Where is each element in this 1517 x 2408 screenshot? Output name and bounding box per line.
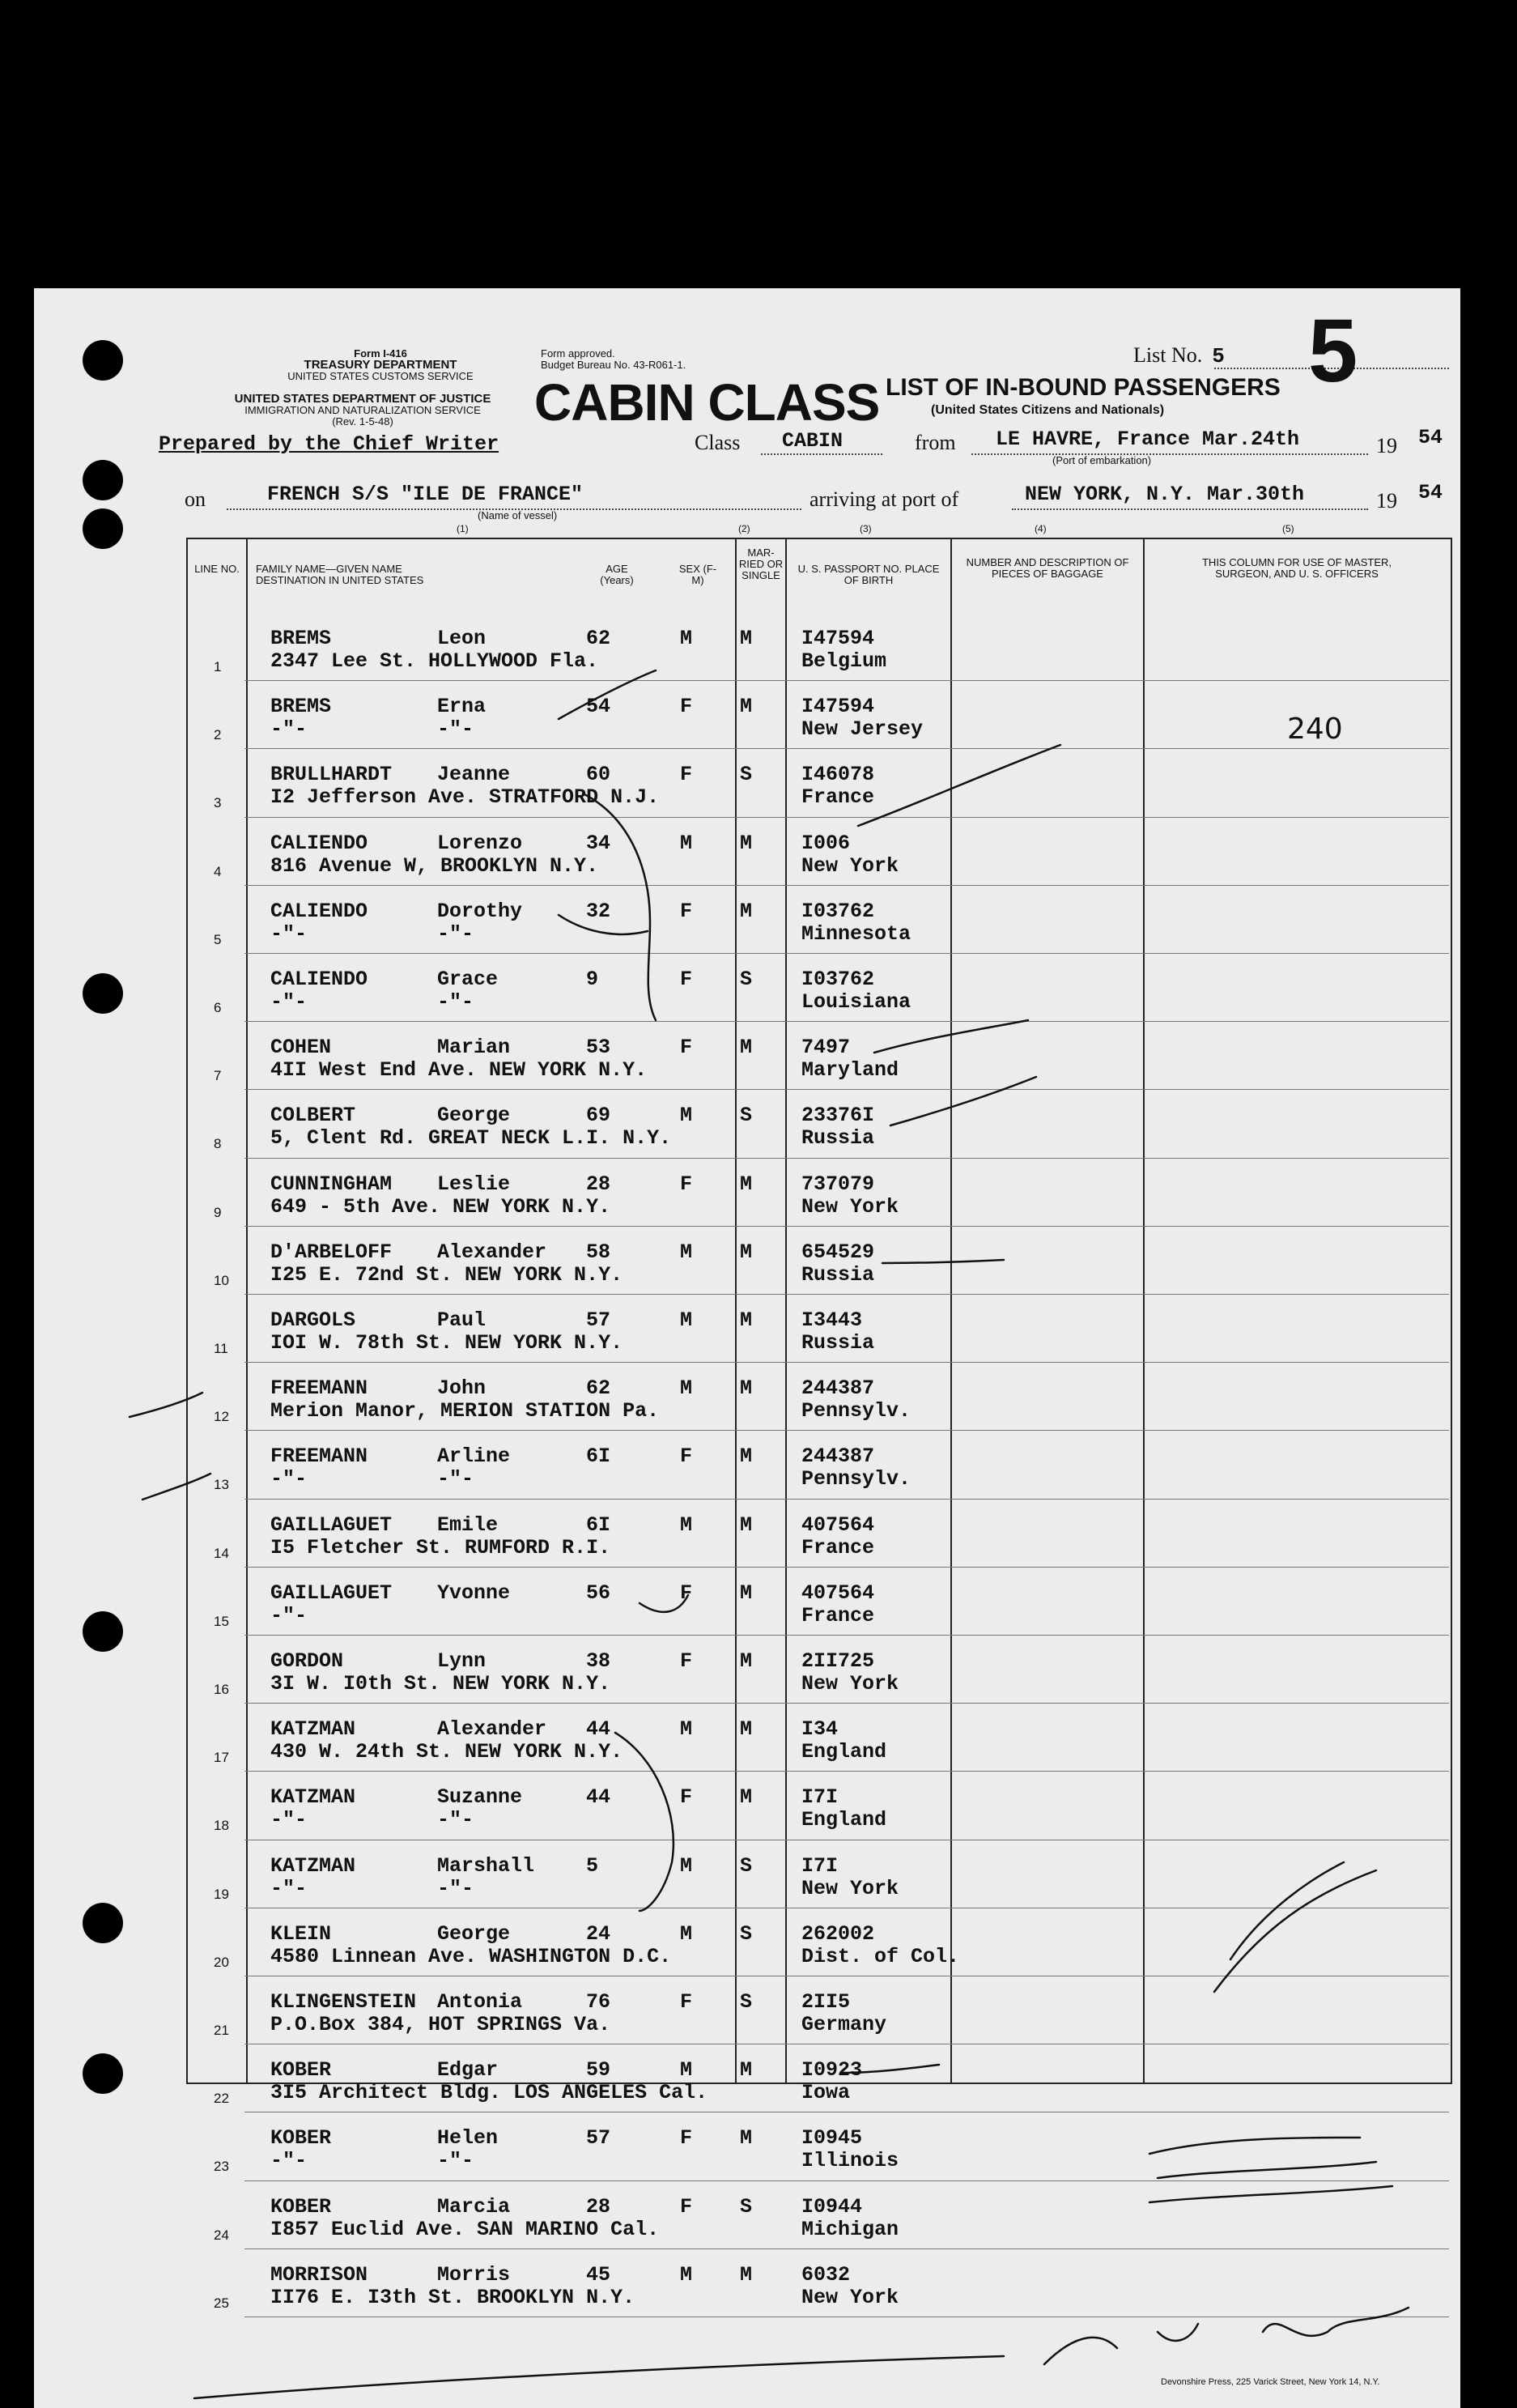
place-of-birth: Illinois xyxy=(801,2149,899,2173)
line-number: 8 xyxy=(214,1136,222,1152)
given-name: Lorenzo xyxy=(437,831,523,855)
age: 57 xyxy=(586,1308,611,1332)
age: 28 xyxy=(586,1172,611,1196)
marital-status: M xyxy=(740,899,753,923)
place-of-birth: New York xyxy=(801,1194,899,1219)
marital-status: M xyxy=(740,831,753,855)
sex: F xyxy=(680,968,693,991)
sex: F xyxy=(680,899,693,923)
destination-address: -"- xyxy=(270,717,308,742)
line-number: 15 xyxy=(214,1613,229,1629)
line-number: 12 xyxy=(214,1409,229,1425)
line-number: 17 xyxy=(214,1750,229,1766)
destination-address: -"- xyxy=(270,1603,308,1627)
age: 76 xyxy=(586,1990,611,2014)
place-of-birth: England xyxy=(801,1808,887,1832)
family-name: CALIENDO xyxy=(270,831,368,855)
destination-address: -"- xyxy=(270,921,308,946)
passport-number: 23376I xyxy=(801,1104,875,1128)
sex: F xyxy=(680,2194,693,2219)
sex: M xyxy=(680,1308,693,1332)
family-name: CUNNINGHAM xyxy=(270,1172,393,1196)
cabin-class-title: CABIN CLASS xyxy=(534,373,880,432)
given-name: Edgar xyxy=(437,2058,499,2083)
destination-address: 4II West End Ave. NEW YORK N.Y. xyxy=(270,1058,648,1083)
on-label: on xyxy=(185,487,206,511)
place-of-birth: France xyxy=(801,785,875,810)
embarkation-note: (Port of embarkation) xyxy=(1052,454,1152,466)
col-baggage: NUMBER AND DESCRIPTION OF PIECES OF BAGGAGE xyxy=(966,556,1129,580)
form-number: Form I-416 xyxy=(354,347,407,359)
age: 53 xyxy=(586,1036,611,1060)
marital-status: M xyxy=(740,1376,753,1401)
destination-ditto: -"- xyxy=(437,1808,474,1832)
destination-address: 649 - 5th Ave. NEW YORK N.Y. xyxy=(270,1194,611,1219)
destination-address: -"- xyxy=(270,2149,308,2173)
family-name: COLBERT xyxy=(270,1104,356,1128)
line-number: 20 xyxy=(214,1954,229,1970)
sex: M xyxy=(680,1512,693,1537)
destination-address: Merion Manor, MERION STATION Pa. xyxy=(270,1399,660,1423)
treasury-dept: TREASURY DEPARTMENT xyxy=(304,358,457,372)
sex: M xyxy=(680,831,693,855)
family-name: COHEN xyxy=(270,1036,332,1060)
family-name: KATZMAN xyxy=(270,1717,356,1742)
passport-number: I03762 xyxy=(801,899,875,923)
place-of-birth: Iowa xyxy=(801,2081,851,2105)
col-passport: U. S. PASSPORT NO. PLACE OF BIRTH xyxy=(797,563,940,586)
given-name: Dorothy xyxy=(437,899,523,923)
family-name: DARGOLS xyxy=(270,1308,356,1332)
place-of-birth: Belgium xyxy=(801,649,887,673)
age: 38 xyxy=(586,1649,611,1673)
sex: F xyxy=(680,1172,693,1196)
marital-status: M xyxy=(740,1036,753,1060)
year-prefix: 19 xyxy=(1376,489,1397,513)
sex: M xyxy=(680,2262,693,2287)
destination-address: I2 Jefferson Ave. STRATFORD N.J. xyxy=(270,785,660,810)
marital-status: S xyxy=(740,2194,753,2219)
marital-status: S xyxy=(740,1990,753,2014)
marital-status: M xyxy=(740,1444,753,1469)
marital-status: M xyxy=(740,2262,753,2287)
age: 44 xyxy=(586,1785,611,1810)
given-name: Leon xyxy=(437,627,487,650)
passport-number: I006 xyxy=(801,831,851,855)
passport-number: I47594 xyxy=(801,627,875,650)
given-name: Marshall xyxy=(437,1853,535,1878)
justice-dept: UNITED STATES DEPARTMENT OF JUSTICE xyxy=(234,392,491,406)
marital-status: S xyxy=(740,763,753,787)
age: 6I xyxy=(586,1512,611,1537)
printer-imprint: Devonshire Press, 225 Varick Street, New York 14, N.Y. xyxy=(1161,2377,1380,2387)
destination-address: I25 E. 72nd St. NEW YORK N.Y. xyxy=(270,1262,623,1287)
customs-service: UNITED STATES CUSTOMS SERVICE xyxy=(287,370,474,382)
year-value: 54 xyxy=(1418,426,1443,449)
sex: M xyxy=(680,1376,693,1401)
passport-number: I47594 xyxy=(801,695,875,719)
passport-number: 244387 xyxy=(801,1444,875,1469)
place-of-birth: New York xyxy=(801,1876,899,1900)
destination-address: -"- xyxy=(270,1467,308,1491)
given-name: Suzanne xyxy=(437,1785,523,1810)
marital-status: M xyxy=(740,1717,753,1742)
destination-ditto: -"- xyxy=(437,921,474,946)
destination-address: I5 Fletcher St. RUMFORD R.I. xyxy=(270,1535,611,1559)
marital-status: M xyxy=(740,627,753,650)
family-name: FREEMANN xyxy=(270,1376,368,1401)
marital-status: M xyxy=(740,2126,753,2151)
marital-status: S xyxy=(740,1853,753,1878)
list-subtitle: (United States Citizens and Nationals) xyxy=(931,403,1165,417)
destination-address: I857 Euclid Ave. SAN MARINO Cal. xyxy=(270,2217,660,2241)
family-name: BREMS xyxy=(270,695,332,719)
place-of-birth: Dist. of Col. xyxy=(801,1944,960,1968)
family-name: KOBER xyxy=(270,2126,332,2151)
given-name: Antonia xyxy=(437,1990,523,2014)
line-number: 6 xyxy=(214,1000,222,1015)
family-name: BREMS xyxy=(270,627,332,650)
age: 60 xyxy=(586,763,611,787)
vessel-note: (Name of vessel) xyxy=(478,509,558,521)
line-number: 21 xyxy=(214,2023,229,2038)
sex: M xyxy=(680,2058,693,2083)
destination-address: 3I W. I0th St. NEW YORK N.Y. xyxy=(270,1672,611,1695)
line-number: 24 xyxy=(214,2227,229,2243)
place-of-birth: New York xyxy=(801,853,899,878)
passport-number: 407564 xyxy=(801,1581,875,1605)
destination-address: -"- xyxy=(270,990,308,1014)
destination-address: IOI W. 78th St. NEW YORK N.Y. xyxy=(270,1331,623,1355)
family-name: CALIENDO xyxy=(270,968,368,991)
given-name: George xyxy=(437,1921,511,1946)
sex: F xyxy=(680,1785,693,1810)
family-name: KLINGENSTEIN xyxy=(270,1990,417,2014)
destination-address: II76 E. I3th St. BROOKLYN N.Y. xyxy=(270,2285,635,2309)
place-of-birth: Russia xyxy=(801,1262,875,1287)
passport-number: I03762 xyxy=(801,968,875,991)
passport-number: 6032 xyxy=(801,2262,851,2287)
sex: F xyxy=(680,1581,693,1605)
arriving-label: arriving at port of xyxy=(809,487,959,511)
place-of-birth: New York xyxy=(801,1672,899,1695)
family-name: KATZMAN xyxy=(270,1785,356,1810)
age: 32 xyxy=(586,899,611,923)
destination-address: 3I5 Architect Bldg. LOS ANGELES Cal. xyxy=(270,2081,708,2105)
family-name: GAILLAGUET xyxy=(270,1581,393,1605)
destination-address: 2347 Lee St. HOLLYWOOD Fla. xyxy=(270,649,599,673)
age: 56 xyxy=(586,1581,611,1605)
marital-status: M xyxy=(740,1649,753,1673)
arrival-port: NEW YORK, N.Y. Mar.30th xyxy=(1025,483,1305,506)
passport-number: 2II725 xyxy=(801,1649,875,1673)
year-prefix: 19 xyxy=(1376,434,1397,457)
line-number: 5 xyxy=(214,931,222,947)
line-number: 13 xyxy=(214,1477,229,1493)
family-name: D'ARBELOFF xyxy=(270,1240,393,1264)
age: 69 xyxy=(586,1104,611,1128)
sex: M xyxy=(680,1717,693,1742)
place-of-birth: England xyxy=(801,1740,887,1764)
age: 24 xyxy=(586,1921,611,1946)
place-of-birth: France xyxy=(801,1603,875,1627)
age: 58 xyxy=(586,1240,611,1264)
sex: F xyxy=(680,695,693,719)
passport-number: 737079 xyxy=(801,1172,875,1196)
place-of-birth: New York xyxy=(801,2285,899,2309)
place-of-birth: Louisiana xyxy=(801,990,911,1014)
given-name: Grace xyxy=(437,968,499,991)
marital-status: M xyxy=(740,1172,753,1196)
marital-status: M xyxy=(740,1308,753,1332)
col-name: FAMILY NAME—GIVEN NAME DESTINATION IN UNITED STATES xyxy=(256,563,424,586)
age: 62 xyxy=(586,627,611,650)
stamp-number: 240 xyxy=(1287,713,1343,746)
marital-status: S xyxy=(740,1104,753,1128)
age: 34 xyxy=(586,831,611,855)
family-name: BRULLHARDT xyxy=(270,763,393,787)
family-name: KOBER xyxy=(270,2058,332,2083)
given-name: Jeanne xyxy=(437,763,511,787)
passport-number: 7497 xyxy=(801,1036,851,1060)
line-number: 7 xyxy=(214,1068,222,1084)
sex: F xyxy=(680,1036,693,1060)
embarkation-port: LE HAVRE, France Mar.24th xyxy=(996,428,1300,451)
line-number: 25 xyxy=(214,2295,229,2311)
place-of-birth: Maryland xyxy=(801,1058,899,1083)
list-title: LIST OF IN-BOUND PASSENGERS xyxy=(886,374,1281,401)
age: 62 xyxy=(586,1376,611,1401)
line-number: 11 xyxy=(214,1341,228,1356)
line-number: 19 xyxy=(214,1886,229,1902)
sex: M xyxy=(680,1104,693,1128)
from-label: from xyxy=(915,431,956,454)
passport-number: I0944 xyxy=(801,2194,863,2219)
year-value: 54 xyxy=(1418,481,1443,504)
list-number: List No. 5 xyxy=(1133,343,1225,368)
ins-service: IMMIGRATION AND NATURALIZATION SERVICE xyxy=(244,404,481,416)
given-name: Arline xyxy=(437,1444,511,1469)
destination-address: 5, Clent Rd. GREAT NECK L.I. N.Y. xyxy=(270,1126,672,1151)
place-of-birth: Pennsylv. xyxy=(801,1399,911,1423)
given-name: Erna xyxy=(437,695,487,719)
sex: F xyxy=(680,2126,693,2151)
destination-ditto: -"- xyxy=(437,1876,474,1900)
given-name: George xyxy=(437,1104,511,1128)
given-name: Alexander xyxy=(437,1717,547,1742)
passport-number: I34 xyxy=(801,1717,839,1742)
family-name: KATZMAN xyxy=(270,1853,356,1878)
sex: F xyxy=(680,1990,693,2014)
destination-address: 4580 Linnean Ave. WASHINGTON D.C. xyxy=(270,1944,672,1968)
sex: F xyxy=(680,1649,693,1673)
age: 57 xyxy=(586,2126,611,2151)
destination-address: P.O.Box 384, HOT SPRINGS Va. xyxy=(270,2013,611,2036)
family-name: KOBER xyxy=(270,2194,332,2219)
family-name: GAILLAGUET xyxy=(270,1512,393,1537)
passport-number: I7I xyxy=(801,1853,839,1878)
line-number: 4 xyxy=(214,863,222,879)
marital-status: M xyxy=(740,1512,753,1537)
line-number: 2 xyxy=(214,727,222,743)
destination-ditto: -"- xyxy=(437,990,474,1014)
destination-address: -"- xyxy=(270,1808,308,1832)
passport-number: 654529 xyxy=(801,1240,875,1264)
passport-number: I7I xyxy=(801,1785,839,1810)
passport-number: I3443 xyxy=(801,1308,863,1332)
form-revision: (Rev. 1-5-48) xyxy=(332,415,393,428)
given-name: Marcia xyxy=(437,2194,511,2219)
family-name: MORRISON xyxy=(270,2262,368,2287)
sex: F xyxy=(680,1444,693,1469)
given-name: John xyxy=(437,1376,487,1401)
line-number: 1 xyxy=(214,659,222,674)
given-name: Alexander xyxy=(437,1240,547,1264)
prepared-by: Prepared by the Chief Writer xyxy=(159,432,499,456)
given-name: Morris xyxy=(437,2262,511,2287)
class-label: Class xyxy=(695,431,741,454)
col-married: MAR-RIED OR SINGLE xyxy=(738,547,784,581)
line-number: 9 xyxy=(214,1204,222,1220)
family-name: FREEMANN xyxy=(270,1444,368,1469)
place-of-birth: New Jersey xyxy=(801,717,924,742)
class-value: CABIN xyxy=(782,429,843,453)
destination-ditto: -"- xyxy=(437,717,474,742)
passport-number: I0945 xyxy=(801,2126,863,2151)
line-number: 3 xyxy=(214,795,222,811)
col-sex: SEX (F-M) xyxy=(678,563,717,586)
destination-ditto: -"- xyxy=(437,1467,474,1491)
family-name: GORDON xyxy=(270,1649,344,1673)
place-of-birth: Pennsylv. xyxy=(801,1467,911,1491)
destination-address: 816 Avenue W, BROOKLYN N.Y. xyxy=(270,853,599,878)
line-number: 10 xyxy=(214,1272,229,1288)
passport-number: 262002 xyxy=(801,1921,875,1946)
col-age: AGE (Years) xyxy=(600,563,634,586)
given-name: Leslie xyxy=(437,1172,511,1196)
given-name: Helen xyxy=(437,2126,499,2151)
place-of-birth: France xyxy=(801,1535,875,1559)
given-name: Lynn xyxy=(437,1649,487,1673)
place-of-birth: Russia xyxy=(801,1331,875,1355)
age: 45 xyxy=(586,2262,611,2287)
destination-address: -"- xyxy=(270,1876,308,1900)
age: 28 xyxy=(586,2194,611,2219)
given-name: Marian xyxy=(437,1036,511,1060)
marital-status: M xyxy=(740,695,753,719)
vessel-name: FRENCH S/S "ILE DE FRANCE" xyxy=(267,483,584,506)
sex: F xyxy=(680,763,693,787)
destination-ditto: -"- xyxy=(437,2149,474,2173)
family-name: CALIENDO xyxy=(270,899,368,923)
age: 5 xyxy=(586,1853,599,1878)
given-name: Yvonne xyxy=(437,1581,511,1605)
passport-number: 407564 xyxy=(801,1512,875,1537)
sex: M xyxy=(680,1921,693,1946)
form-approval: Form approved. Budget Bureau No. 43-R061-1. xyxy=(541,347,686,371)
col-line-no: LINE NO. xyxy=(194,563,240,575)
marital-status: M xyxy=(740,1581,753,1605)
place-of-birth: Michigan xyxy=(801,2217,899,2241)
place-of-birth: Russia xyxy=(801,1126,875,1151)
col-officers: THIS COLUMN FOR USE OF MASTER, SURGEON, AND U. S. OFFICERS xyxy=(1201,556,1392,580)
line-number: 14 xyxy=(214,1545,229,1561)
sex: M xyxy=(680,1240,693,1264)
marital-status: S xyxy=(740,1921,753,1946)
passport-number: 2II5 xyxy=(801,1990,851,2014)
marital-status: M xyxy=(740,1240,753,1264)
sex: M xyxy=(680,627,693,650)
age: 9 xyxy=(586,968,599,991)
age: 54 xyxy=(586,695,611,719)
line-number: 18 xyxy=(214,1818,229,1834)
marital-status: M xyxy=(740,2058,753,2083)
line-number: 22 xyxy=(214,2091,229,2107)
age: 6I xyxy=(586,1444,611,1469)
given-name: Paul xyxy=(437,1308,487,1332)
passport-number: I46078 xyxy=(801,763,875,787)
given-name: Emile xyxy=(437,1512,499,1537)
destination-address: 430 W. 24th St. NEW YORK N.Y. xyxy=(270,1740,623,1764)
passport-number: 244387 xyxy=(801,1376,875,1401)
place-of-birth: Germany xyxy=(801,2013,887,2036)
family-name: KLEIN xyxy=(270,1921,332,1946)
place-of-birth: Minnesota xyxy=(801,921,911,946)
line-number: 23 xyxy=(214,2159,229,2175)
passport-number: I0923 xyxy=(801,2058,863,2083)
marital-status: M xyxy=(740,1785,753,1810)
sex: M xyxy=(680,1853,693,1878)
line-number: 16 xyxy=(214,1682,229,1697)
list-stamp-number: 5 xyxy=(1308,301,1358,401)
age: 44 xyxy=(586,1717,611,1742)
age: 59 xyxy=(586,2058,611,2083)
marital-status: S xyxy=(740,968,753,991)
